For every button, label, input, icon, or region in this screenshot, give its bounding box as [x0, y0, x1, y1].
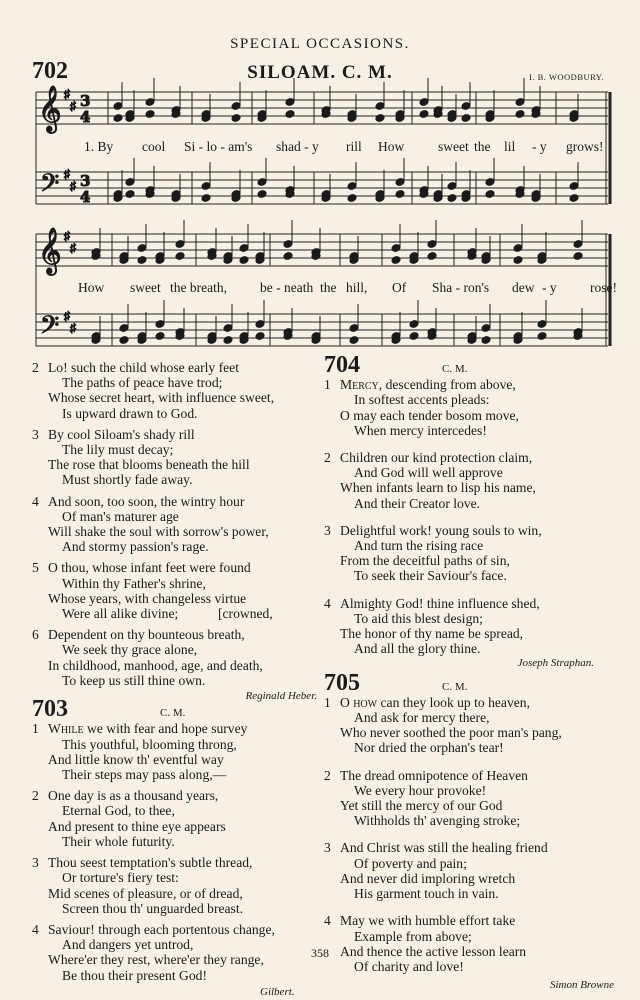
sharp-icon: ♯ — [64, 87, 70, 101]
lyric-syllable: hill, — [346, 280, 368, 295]
verse-line: Whose years, with changeless virtue — [48, 590, 247, 606]
sharp-icon: ♯ — [64, 309, 70, 323]
verse-first-line — [32, 721, 317, 736]
verse — [32, 560, 317, 621]
verse-line: Who never soothed the poor man's pang, — [340, 725, 562, 741]
verse-number: 1 — [324, 694, 331, 710]
verse-line: And ask for mercy there, — [354, 710, 490, 726]
verse-number: 5 — [32, 560, 39, 576]
verse-line: We every hour provoke! — [354, 782, 487, 798]
verse-first-line — [324, 523, 614, 538]
verse — [32, 427, 317, 488]
verse-number: 1 — [32, 721, 39, 737]
note-head — [461, 114, 471, 123]
verse — [324, 377, 614, 438]
tune-title: SILOAM. C. M. — [247, 62, 393, 83]
verse-line: Must shortly fade away. — [62, 472, 193, 488]
note-head — [395, 190, 405, 199]
lyric-syllable: - y — [542, 280, 557, 295]
lyric-syllable: rill — [346, 139, 362, 154]
verse-line: Or torture's fiery test: — [62, 870, 179, 886]
verse — [324, 768, 614, 829]
time-signature-bottom: 4 — [80, 108, 91, 126]
verse-line: In childhood, manhood, age, and death, — [48, 657, 263, 673]
verse-line: Their steps may pass along,— — [62, 767, 227, 783]
verse — [324, 596, 614, 657]
verse-number: 4 — [324, 913, 331, 929]
verse-first-line — [324, 768, 614, 783]
hymn-704-meter: C. M. — [442, 363, 468, 375]
note-head — [375, 114, 385, 123]
verse-line: Of charity and love! — [354, 958, 464, 974]
verse-number: 3 — [32, 855, 39, 871]
verse-line: Example from above; — [354, 928, 472, 944]
verse-line-text: Saviour! through each portentous change, — [48, 921, 275, 937]
verse-line: When infants learn to lisp his name, — [340, 480, 536, 496]
note-head — [447, 194, 457, 203]
verse-first-line — [324, 913, 614, 928]
verse-line-text: Children our kind protection claim, — [340, 450, 533, 466]
note-head — [391, 256, 401, 265]
verse-line-text: Thou seest temptation's subtle thread, — [48, 855, 253, 871]
verse — [32, 788, 317, 849]
lyric-syllable: be - neath — [260, 280, 314, 295]
note-head — [485, 190, 495, 199]
lyric-syllable: - y — [532, 139, 547, 154]
verse-first-line — [324, 450, 614, 465]
lyric-syllable: the — [474, 139, 491, 154]
note-head — [125, 190, 135, 199]
note-head — [201, 194, 211, 203]
hymn-702-author: Reginald Heber. — [245, 690, 317, 703]
verse-line-text: And Christ was still the healing friend — [340, 840, 548, 856]
hymn-number-703: 703 — [32, 696, 68, 723]
lyric-syllable: shad - y — [276, 139, 319, 154]
right-column — [324, 352, 614, 993]
lyric-syllable: Of — [392, 280, 407, 295]
verse-line: And little know th' eventful way — [48, 751, 224, 767]
verse-line: Eternal God, to thee, — [62, 803, 175, 819]
verse-line: His garment touch in vain. — [354, 886, 499, 902]
note-head — [513, 256, 523, 265]
note-head — [409, 332, 419, 341]
verse-line: Withholds th' avenging stroke; — [354, 813, 521, 829]
lyric-syllable: dew — [512, 280, 535, 295]
verse — [32, 721, 317, 782]
verse-first-line — [324, 840, 614, 855]
verse — [324, 523, 614, 584]
lyric-syllable: cool — [142, 139, 166, 154]
verse-line: And never did imploring wretch — [340, 870, 516, 886]
lyric-syllable: rose! — [590, 280, 617, 295]
bass-clef-icon: 𝄢 — [40, 169, 60, 204]
note-head — [481, 336, 491, 345]
verse-line: Yet still the mercy of our God — [340, 798, 503, 814]
verse-number: 4 — [324, 595, 331, 611]
verse-line: O may each tender bosom move, — [340, 407, 519, 423]
note-head — [145, 110, 155, 119]
note-head — [347, 194, 357, 203]
verse-number: 2 — [32, 788, 39, 804]
verse-line-text: One day is as a thousand years, — [48, 788, 219, 804]
note-head — [113, 114, 123, 123]
verse-first-line — [32, 922, 317, 937]
verse-first-line — [32, 788, 317, 803]
hymn-705-author: Simon Browne — [549, 979, 614, 992]
note-head — [257, 190, 267, 199]
verse-line: Mid scenes of pleasure, or of dread, — [48, 885, 243, 901]
sharp-icon: ♯ — [64, 167, 70, 181]
verse-line-text: Delightful work! young souls to win, — [340, 522, 542, 538]
verse-number: 1 — [324, 377, 331, 393]
verse-line-text: Lo! such the child whose early feet — [48, 360, 239, 375]
lyric-syllable: 1. By — [84, 139, 114, 154]
section-title: SPECIAL OCCASIONS. — [230, 36, 410, 52]
verse — [324, 450, 614, 511]
note-head — [569, 194, 579, 203]
note-head — [155, 332, 165, 341]
treble-clef-icon: 𝄞 — [38, 86, 62, 132]
hymn-705-meter: C. M. — [442, 680, 468, 693]
note-head — [427, 252, 437, 261]
lyric-syllable: grows! — [566, 139, 604, 154]
music-score — [0, 0, 640, 370]
verse-number: 3 — [324, 522, 331, 538]
verse-line: The paths of peace have trod; — [62, 375, 223, 391]
note-head — [283, 252, 293, 261]
verse-line: Nor dried the orphan's tear! — [354, 740, 504, 756]
note-head — [537, 332, 547, 341]
lyric-syllable: lil — [504, 139, 516, 154]
verse-line-text: The dread omnipotence of Heaven — [340, 767, 528, 783]
verse-number: 3 — [32, 426, 39, 442]
note-head — [285, 110, 295, 119]
verse-line: To aid this blest design; — [354, 610, 483, 626]
lyric-syllable: How — [78, 280, 105, 295]
verse-line-text: By cool Siloam's shady rill — [48, 426, 195, 442]
verse-line: Their whole futurity. — [62, 833, 175, 849]
verse-first-line — [32, 360, 317, 375]
note-head — [255, 332, 265, 341]
verse-line: Screen thou th' unguarded breast. — [62, 900, 243, 916]
verse-first-line — [32, 494, 317, 509]
verse-line: And present to thine eye appears — [48, 818, 226, 834]
verse-line-text: we with fear and hope survey — [83, 721, 248, 737]
verse-line-text: And soon, too soon, the wintry hour — [48, 493, 245, 509]
verse-first-word: While — [48, 721, 84, 737]
lyric-syllable: Sha - ron's — [432, 280, 490, 295]
verse-first-line — [324, 695, 614, 710]
lyric-syllable: How — [378, 139, 405, 154]
verse-line: Of man's maturer age — [62, 508, 179, 524]
verse-line: [crowned, — [218, 606, 273, 622]
note-head — [515, 110, 525, 119]
verse-line: Where'er they rest, where'er they range, — [48, 952, 264, 968]
verse-line: And their Creator love. — [354, 495, 481, 511]
time-signature-top: 3 — [80, 92, 91, 110]
hymn-number-702: 702 — [32, 58, 68, 84]
sharp-icon: ♯ — [70, 241, 76, 255]
verse-number: 2 — [32, 360, 39, 375]
lyric-syllable: sweet — [130, 280, 161, 295]
composer: I. B. WOODBURY. — [529, 72, 604, 82]
lyric-syllable: Si - lo - am's — [184, 139, 253, 154]
verse-first-line — [32, 855, 317, 870]
verse — [324, 913, 614, 974]
verse-line: Will shake the soul with sorrow's power, — [48, 524, 269, 540]
verse — [32, 360, 317, 421]
verse-line: The honor of thy name be spread, — [340, 626, 524, 642]
verse-first-line — [32, 560, 317, 575]
verse-number: 6 — [32, 627, 39, 643]
verse-first-word: O how — [340, 694, 378, 710]
verse-line-text: , descending from above, — [378, 377, 516, 393]
hymn-705-verses — [324, 695, 614, 974]
verse-first-line — [324, 377, 614, 392]
sharp-icon: ♯ — [70, 99, 76, 113]
lyric-syllable: sweet — [438, 139, 469, 154]
verse — [32, 494, 317, 555]
note-head — [231, 114, 241, 123]
note-head — [119, 336, 129, 345]
hymn-703-author: Gilbert. — [260, 985, 295, 998]
verse-line: From the deceitful paths of sin, — [340, 553, 510, 569]
hymn-703-verses — [32, 721, 317, 982]
hymn-number-705: 705 — [324, 669, 360, 696]
verse-line: And stormy passion's rage. — [62, 539, 209, 555]
verse-line: Is upward drawn to God. — [62, 405, 198, 421]
verse-line: And turn the rising race — [354, 538, 484, 554]
sharp-icon: ♯ — [64, 229, 70, 243]
left-column — [32, 360, 317, 1000]
verse-first-line — [32, 427, 317, 442]
verse-number: 4 — [32, 493, 39, 509]
verse-line: And all the glory thine. — [354, 641, 481, 657]
hymn-702-verses — [32, 360, 317, 688]
verse-number: 2 — [324, 767, 331, 783]
verse-line-text: May we with humble effort take — [340, 913, 516, 929]
verse-line: The lily must decay; — [62, 442, 174, 458]
note-head — [137, 256, 147, 265]
verse-line: Within thy Father's shrine, — [62, 575, 206, 591]
treble-clef-icon: 𝄞 — [38, 228, 62, 274]
verse-line-text: Dependent on thy bounteous breath, — [48, 627, 245, 643]
verse-number: 3 — [324, 840, 331, 856]
hymn-703-meter: C. M. — [160, 707, 186, 720]
verse-line: And thence the active lesson learn — [340, 943, 527, 959]
verse-line: Whose secret heart, with influence sweet, — [48, 390, 275, 406]
verse-line: To keep us still thine own. — [62, 672, 206, 688]
verse-line: And dangers yet untrod, — [62, 937, 194, 953]
verse-line: When mercy intercedes! — [354, 422, 487, 438]
lyric-syllable: the breath, — [170, 280, 227, 295]
note-head — [175, 252, 185, 261]
verse-line-text: can they look up to heaven, — [377, 694, 530, 710]
verse — [32, 627, 317, 688]
bass-clef-icon: 𝄢 — [40, 311, 60, 346]
hymn-704-verses — [324, 377, 614, 656]
verse-line: Be thou their present God! — [62, 967, 207, 983]
verse-line: In softest accents pleads: — [354, 392, 490, 408]
note-head — [419, 110, 429, 119]
verse-first-word: Mercy — [340, 377, 379, 393]
verse-line: The rose that blooms beneath the hill — [48, 457, 250, 473]
verse-line: To seek their Saviour's face. — [354, 568, 507, 584]
hymn-number-704: 704 — [324, 352, 360, 378]
sharp-icon: ♯ — [70, 179, 76, 193]
verse-line: We seek thy grace alone, — [62, 642, 198, 658]
note-head — [239, 256, 249, 265]
verse-line: This youthful, blooming throng, — [62, 736, 237, 752]
verse — [324, 840, 614, 901]
verse-line: And God will well approve — [354, 465, 503, 481]
hymn-704-author: Joseph Straphan. — [517, 657, 594, 670]
verse-line-text: O thou, whose infant feet were found — [48, 560, 251, 576]
page-number: 358 — [311, 946, 329, 960]
verse-first-line — [32, 627, 317, 642]
verse-line: Were all alike divine; — [62, 606, 179, 622]
verse-number: 2 — [324, 450, 331, 466]
lyric-syllable: the — [320, 280, 337, 295]
note-head — [573, 252, 583, 261]
verse — [32, 855, 317, 916]
verse-first-line — [324, 596, 614, 611]
verse-number: 4 — [32, 921, 39, 937]
time-signature-bottom: 4 — [80, 188, 91, 206]
verse-line: Of poverty and pain; — [354, 855, 467, 871]
sharp-icon: ♯ — [70, 321, 76, 335]
note-head — [223, 336, 233, 345]
verse-line-text: Almighty God! thine influence shed, — [340, 595, 540, 611]
verse — [324, 695, 614, 756]
time-signature-top: 3 — [80, 172, 91, 190]
note-head — [349, 336, 359, 345]
